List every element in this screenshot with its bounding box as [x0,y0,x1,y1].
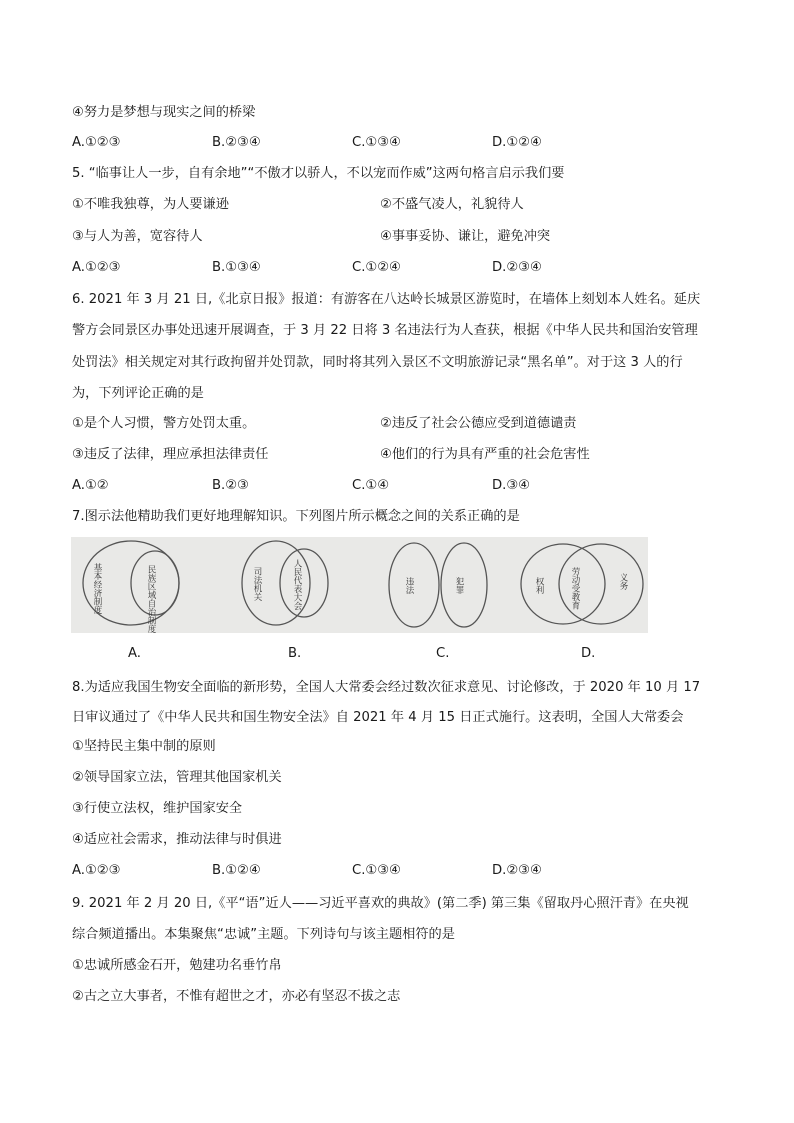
q7-label-c: C. [436,646,450,661]
diagram-d-left-label: 权利 [534,577,544,594]
q4-choice-b: B.②③④ [212,135,261,150]
q4-choice-a: A.①②③ [72,135,121,150]
q8-statement-4: ④适应社会需求，推动法律与时俱进 [72,832,282,847]
q5-choice-c: C.①②④ [352,260,401,275]
q5-statement-1: ①不唯我独尊，为人要谦逊 [72,197,229,212]
q6-statement-1: ①是个人习惯，警方处罚太重。 [72,416,256,431]
q6-choice-a: A.①② [72,478,109,493]
q5-statement-4: ④事事妥协、谦让，避免冲突 [380,229,551,244]
q5-choice-a: A.①②③ [72,260,121,275]
q6-stem-line-2: 警方会同景区办事处迅速开展调查，于 3 月 22 日将 3 名违法行为人查获，根据《中华人民共和国治安管理 [72,323,698,338]
q6-choice-b: B.②③ [212,478,249,493]
q6-choice-c: C.①④ [352,478,390,493]
diagram-a [83,541,179,633]
q9-stem-line-1: 9. 2021 年 2 月 20 日,《平“语”近人——习近平喜欢的典故》(第二季) 第三集《留取丹心照汗青》在央视 [72,896,689,911]
q8-choice-c: C.①③④ [352,863,401,878]
q7-concept-diagrams [71,537,648,633]
q6-statement-4: ④他们的行为具有严重的社会危害性 [380,447,590,462]
q6-statement-3: ③违反了法律，理应承担法律责任 [72,447,269,462]
q9-statement-1: ①忠诚所感金石开，勉建功名垂竹帛 [72,958,282,973]
diagram-c [389,543,487,627]
q5-stem: 5. “临事让人一步，自有余地”“不傲才以骄人，不以宠而作威”这两句格言启示我们要 [72,166,565,181]
diagram-d-right-label: 义务 [618,573,628,590]
q9-stem-line-2: 综合频道播出。本集聚焦“忠诚”主题。下列诗句与该主题相符的是 [72,927,455,942]
q7-stem: 7.图示法他精助我们更好地理解知识。下列图片所示概念之间的关系正确的是 [72,509,520,524]
diagram-d-mid-label: 劳动受教育 [570,567,580,610]
diagram-b [242,541,328,625]
q5-statement-2: ②不盛气凌人，礼貌待人 [380,197,524,212]
q4-statement-4: ④努力是梦想与现实之间的桥梁 [72,105,256,120]
q8-statement-3: ③行使立法权，维护国家安全 [72,801,243,816]
diagram-b-left-label: 司法机关 [252,567,262,601]
q5-choice-b: B.①③④ [212,260,261,275]
q8-choice-a: A.①②③ [72,863,121,878]
q8-stem-line-1: 8.为适应我国生物安全面临的新形势，全国人大常委会经过数次征求意见、讨论修改，于 2020 年 10 月 17 [72,680,701,695]
q6-choice-d: D.③④ [492,478,530,493]
q8-choice-b: B.①②④ [212,863,261,878]
diagram-c-left-label: 违法 [404,577,414,594]
diagram-c-right-label: 犯罪 [454,577,464,594]
q5-choice-d: D.②③④ [492,260,542,275]
diagram-a-outer-label: 基本经济制度 [92,563,102,614]
diagram-d [521,544,643,624]
diagram-a-inner-label: 民族区域自治制度 [146,565,156,633]
q8-statement-1: ①坚持民主集中制的原则 [72,739,216,754]
q6-stem-line-4: 为，下列评论正确的是 [72,386,204,401]
q6-stem-line-3: 处罚法》相关规定对其行政拘留并处罚款，同时将其列入景区不文明旅游记录“黑名单”。对于这 3 人的行 [72,355,683,370]
q8-choice-d: D.②③④ [492,863,542,878]
diagram-b-right-label: 人民代表大会 [292,559,302,610]
q8-stem-line-2: 日审议通过了《中华人民共和国生物安全法》自 2021 年 4 月 15 日正式施行。这表明，全国人大常委会 [72,710,684,725]
q7-label-d: D. [581,646,596,661]
q4-choice-d: D.①②④ [492,135,542,150]
q7-label-a: A. [128,646,141,661]
q6-stem-line-1: 6. 2021 年 3 月 21 日,《北京日报》报道：有游客在八达岭长城景区游览时，在墙体上刻划本人姓名。延庆 [72,292,701,307]
q4-choice-c: C.①③④ [352,135,401,150]
q6-statement-2: ②违反了社会公德应受到道德谴责 [380,416,577,431]
q8-statement-2: ②领导国家立法，管理其他国家机关 [72,770,282,785]
q9-statement-2: ②古之立大事者，不惟有超世之才，亦必有坚忍不拔之志 [72,989,401,1004]
q7-label-b: B. [288,646,302,661]
q5-statement-3: ③与人为善，宽容待人 [72,229,203,244]
